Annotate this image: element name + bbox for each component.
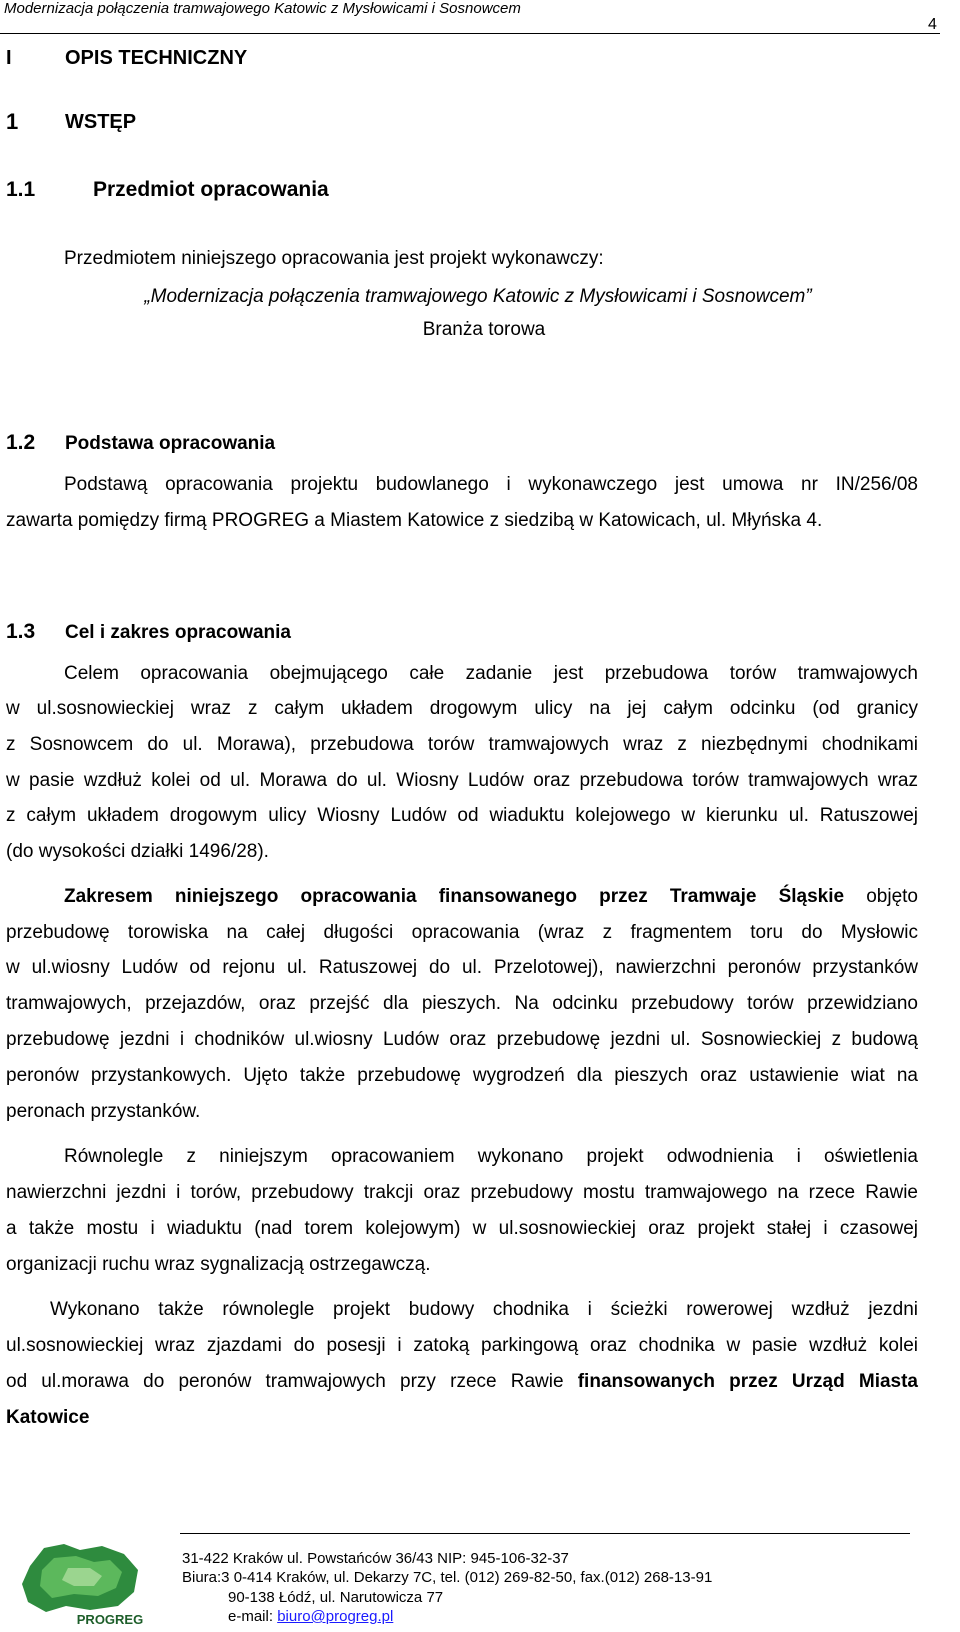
paragraph-line: a także mostu i wiaduktu (nad torem kolejowym) w ul.sosnowieckiej oraz projekt stałej i czasowej	[6, 1218, 918, 1239]
heading-text: WSTĘP	[65, 111, 137, 133]
paragraph-line: nawierzchni jezdni i torów, przebudowy trakcji oraz przebudowy mostu tramwajowego na rzece Rawie	[6, 1182, 918, 1203]
heading-number: 1.1	[6, 178, 36, 201]
page-number: 4	[928, 16, 937, 33]
paragraph-line: organizacji ruchu wraz sygnalizacją ostrzegawczą.	[6, 1254, 431, 1275]
section-1-1-intro: Przedmiotem niniejszego opracowania jest projekt wykonawczy:	[64, 248, 604, 269]
paragraph-line: w ul.sosnowieckiej wraz z całym układem drogowym ulicy na jej całym odcinku (od granicy	[6, 698, 918, 719]
paragraph-line: przebudowę jezdni i chodników ul.wiosny Ludów oraz przebudowę jezdni ul. Sosnowieckiej z budową	[6, 1029, 918, 1050]
heading-text: Przedmiot opracowania	[93, 178, 329, 201]
paragraph-line: w pasie wzdłuż kolei od ul. Morawa do ul. Wiosny Ludów oraz przebudowa torów tramwajowych wraz	[6, 770, 918, 791]
paragraph-line	[64, 885, 918, 909]
section-1-2-line: zawarta pomiędzy firmą PROGREG a Miastem Katowice z siedzibą w Katowicach, ul. Młyńska 4.	[6, 510, 823, 531]
heading-number: 1.2	[6, 431, 36, 454]
footer-address-line: Biura:3 0-414 Kraków, ul. Dekarzy 7C, tel. (012) 269-82-50, fax.(012) 268-13-91	[182, 1569, 713, 1586]
paragraph-line	[6, 1370, 918, 1394]
running-header-title: Modernizacja połączenia tramwajowego Katowic z Mysłowicami i Sosnowcem	[4, 0, 521, 17]
paragraph-line: (do wysokości działki 1496/28).	[6, 841, 269, 862]
section-1-2-line: Podstawą opracowania projektu budowlanego i wykonawczego jest umowa nr IN/256/08	[64, 474, 918, 495]
paragraph-line: z Sosnowcem do ul. Morawa), przebudowa torów tramwajowych wraz z niezbędnymi chodnikami	[6, 734, 918, 755]
logo-wordmark: PROGREG	[76, 1612, 144, 1627]
heading-text: Cel i zakres opracowania	[65, 622, 291, 643]
text-run: objęto	[844, 886, 918, 907]
progreg-logo	[6, 1540, 156, 1628]
bold-phrase: finansowanych przez Urząd Miasta	[577, 1371, 919, 1392]
header-rule	[0, 33, 940, 34]
paragraph-line	[6, 1406, 918, 1430]
paragraph-line: Wykonano także równolegle projekt budowy chodnika i ścieżki rowerowej wzdłuż jezdni	[50, 1299, 918, 1320]
branch-name: Branża torowa	[422, 319, 546, 340]
paragraph-line: z całym układem drogowym ulicy Wiosny Ludów od wiaduktu kolejowego w kierunku ul. Ratuszowej	[6, 805, 918, 826]
paragraph-line: ul.sosnowieckiej wraz zjazdami do posesji i zatoką parkingową oraz chodnika w pasie wzdłuż kolei	[6, 1335, 918, 1356]
heading-number: I	[6, 47, 12, 69]
heading-number: 1.3	[6, 620, 36, 643]
footer-address-line: 90-138 Łódź, ul. Narutowicza 77	[228, 1589, 444, 1606]
footer-email-line	[228, 1608, 393, 1626]
paragraph-line: w ul.wiosny Ludów od rejonu ul. Ratuszowej do ul. Przelotowej), nawierzchni peronów przystanków	[6, 957, 918, 978]
paragraph-line: tramwajowych, przejazdów, oraz przejść dla pieszych. Na odcinku przebudowy torów przewidziano	[6, 993, 918, 1014]
paragraph-line: Równolegle z niniejszym opracowaniem wykonano projekt odwodnienia i oświetlenia	[64, 1146, 918, 1167]
bold-phrase: Zakresem niniejszego opracowania finansowanego przez Tramwaje Śląskie	[64, 886, 845, 907]
email-label: e-mail:	[228, 1608, 278, 1625]
bold-phrase: Katowice	[6, 1407, 90, 1428]
footer-rule	[180, 1533, 910, 1534]
paragraph-line: Celem opracowania obejmującego całe zadanie jest przebudowa torów tramwajowych	[64, 663, 918, 684]
email-link[interactable]: biuro@progreg.pl	[277, 1608, 394, 1625]
text-run: od ul.morawa do peronów tramwajowych przy rzece Rawie	[6, 1371, 578, 1392]
heading-number: 1	[6, 109, 19, 134]
paragraph-line: peronach przystanków.	[6, 1101, 201, 1122]
paragraph-line: przebudowę torowiska na całej długości opracowania (wraz z fragmentem toru do Mysłowic	[6, 922, 918, 943]
heading-text: OPIS TECHNICZNY	[65, 47, 248, 69]
project-title: „Modernizacja połączenia tramwajowego Katowic z Mysłowicami i Sosnowcem”	[144, 286, 812, 307]
paragraph-line: peronów przystankowych. Ujęto także przebudowę wygrodzeń dla pieszych oraz ustawienie wiat na	[6, 1065, 918, 1086]
heading-text: Podstawa opracowania	[65, 433, 276, 454]
footer-address-line: 31-422 Kraków ul. Powstańców 36/43 NIP: 945-106-32-37	[182, 1550, 569, 1567]
